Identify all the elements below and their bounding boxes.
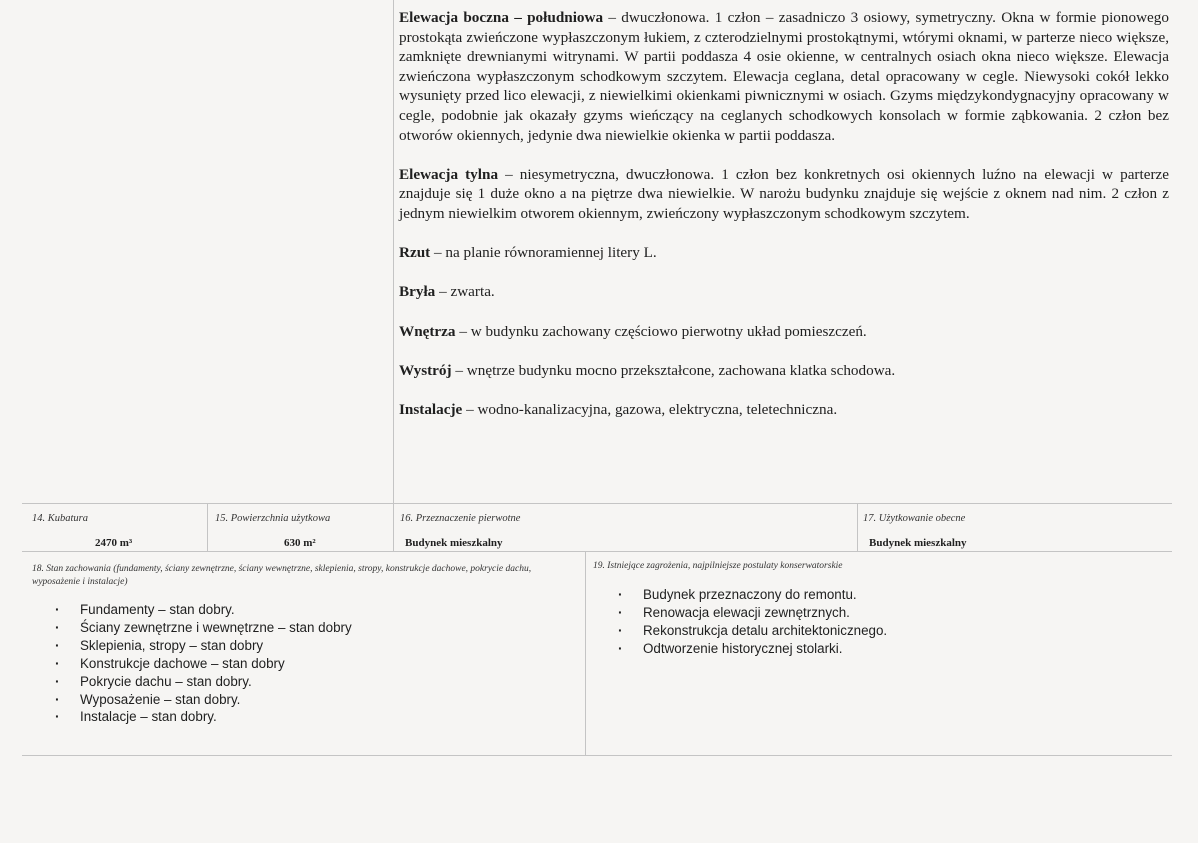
current-use-value: Budynek mieszkalny	[869, 537, 967, 549]
divider-bottom	[22, 755, 1172, 756]
decor-text: – wnętrze budynku mocno przekształcone, zachowana klatka schodowa.	[451, 361, 896, 379]
divider-14-15	[207, 503, 208, 551]
original-use-label: 16. Przeznaczenie pierwotne	[400, 513, 521, 524]
area-label: 15. Powierzchnia użytkowa	[215, 513, 331, 524]
rear-elevation-text: – niesymetryczna, dwuczłonowa. 1 człon bez konkretnych osi okiennych luźno na elewacji w parterze znajduje się 1 duże okno a na piętrze dwa niewielkie. W narożu budynku znajduje się wejście z oknem nad nim. 2 człon z jednym niewielkim otworem okiennym, zwieńczony wypłaszczonym schodkowym szczytem.	[399, 165, 1169, 222]
south-elevation-text: – dwuczłonowa. 1 człon – zasadniczo 3 osiowy, symetryczny. Okna w formie pionowego prostokąta zwieńczone wypłaszczonym łukiem, z czterodzielnymi prostokątnymi, wtórymi oknami, w parterze nieco większe, zamknięte drewnianymi witrynami. W partii poddasza 4 osie okienne, w centralnych osiach okna nieco większe. Elewacja zwieńczona wypłaszczonym schodkowym szczytem. Elewacja ceglana, detal opracowany w cegle. Niewysoki cokół lekko wysunięty przed lico elewacji, z niewielkimi okienkami piwnicznymi w osiach. Gzyms międzykondygnacyjny opracowany w cegle, podobnie jak okazały gzyms wieńczący na ceglanych schodkowych konsolach w formie ząbkowania. 2 człon bez otworów okiennych, jedynie dwa niewielkie okienka w partii poddasza.	[399, 9, 1169, 144]
divider-16-17	[857, 503, 858, 551]
interiors-text: – w budynku zachowany częściowo pierwotny układ pomieszczeń.	[455, 322, 867, 340]
divider-upper-vertical	[393, 0, 394, 503]
plan-text: – na planie równoramiennej litery L.	[430, 244, 657, 262]
interiors-heading: Wnętrza	[399, 322, 456, 340]
rear-elevation-heading: Elewacja tylna	[399, 165, 499, 183]
decor-heading: Wystrój	[399, 361, 452, 379]
building-description	[399, 8, 1169, 439]
divider-fields-top	[22, 503, 1172, 504]
threat-item: · Rekonstrukcja detalu architektonicznego.	[618, 622, 887, 640]
installations-heading: Instalacje	[399, 400, 463, 418]
plan-paragraph	[399, 243, 1169, 263]
area-value: 630 m²	[284, 537, 316, 549]
installations-text: – wodno-kanalizacyjna, gazowa, elektryczna, teletechniczna.	[462, 400, 838, 418]
threat-item: · Budynek przeznaczony do remontu.	[618, 586, 887, 604]
divider-fields-bottom	[22, 551, 1172, 552]
condition-item: · Fundamenty – stan dobry.	[55, 601, 352, 619]
threat-item: · Renowacja elewacji zewnętrznych.	[618, 604, 887, 622]
mass-paragraph	[399, 282, 1169, 302]
condition-item: · Instalacje – stan dobry.	[55, 708, 352, 726]
condition-item: · Wyposażenie – stan dobry.	[55, 691, 352, 709]
south-elevation-heading: Elewacja boczna – południowa	[399, 9, 604, 26]
current-use-label: 17. Użytkowanie obecne	[863, 513, 966, 524]
installations-paragraph	[399, 400, 1169, 420]
threat-item: · Odtworzenie historycznej stolarki.	[618, 640, 887, 658]
threats-list	[618, 586, 887, 658]
condition-item: · Pokrycie dachu – stan dobry.	[55, 673, 352, 691]
condition-item: · Sklepienia, stropy – stan dobry	[55, 637, 352, 655]
condition-label: 18. Stan zachowania (fundamenty, ściany zewnętrzne, ściany wewnętrzne, sklepienia, stropy, konstrukcje dachowe, pokrycie dachu, wyposażenie i instalacje)	[32, 564, 532, 587]
condition-item: · Ściany zewnętrzne i wewnętrzne – stan dobry	[55, 619, 352, 637]
original-use-value: Budynek mieszkalny	[405, 537, 503, 549]
divider-18-19	[585, 551, 586, 755]
condition-item: · Konstrukcje dachowe – stan dobry	[55, 655, 352, 673]
mass-text: – zwarta.	[435, 283, 495, 301]
mass-heading: Bryła	[399, 283, 436, 301]
south-elevation-paragraph	[399, 8, 1169, 145]
plan-heading: Rzut	[399, 244, 431, 262]
threats-label: 19. Istniejące zagrożenia, najpilniejsze postulaty konserwatorskie	[593, 561, 843, 571]
condition-list	[55, 601, 352, 726]
volume-label: 14. Kubatura	[32, 513, 89, 524]
interiors-paragraph	[399, 322, 1169, 342]
rear-elevation-paragraph	[399, 165, 1169, 224]
volume-value: 2470 m³	[95, 537, 133, 549]
divider-15-16	[393, 503, 394, 551]
decor-paragraph	[399, 361, 1169, 381]
